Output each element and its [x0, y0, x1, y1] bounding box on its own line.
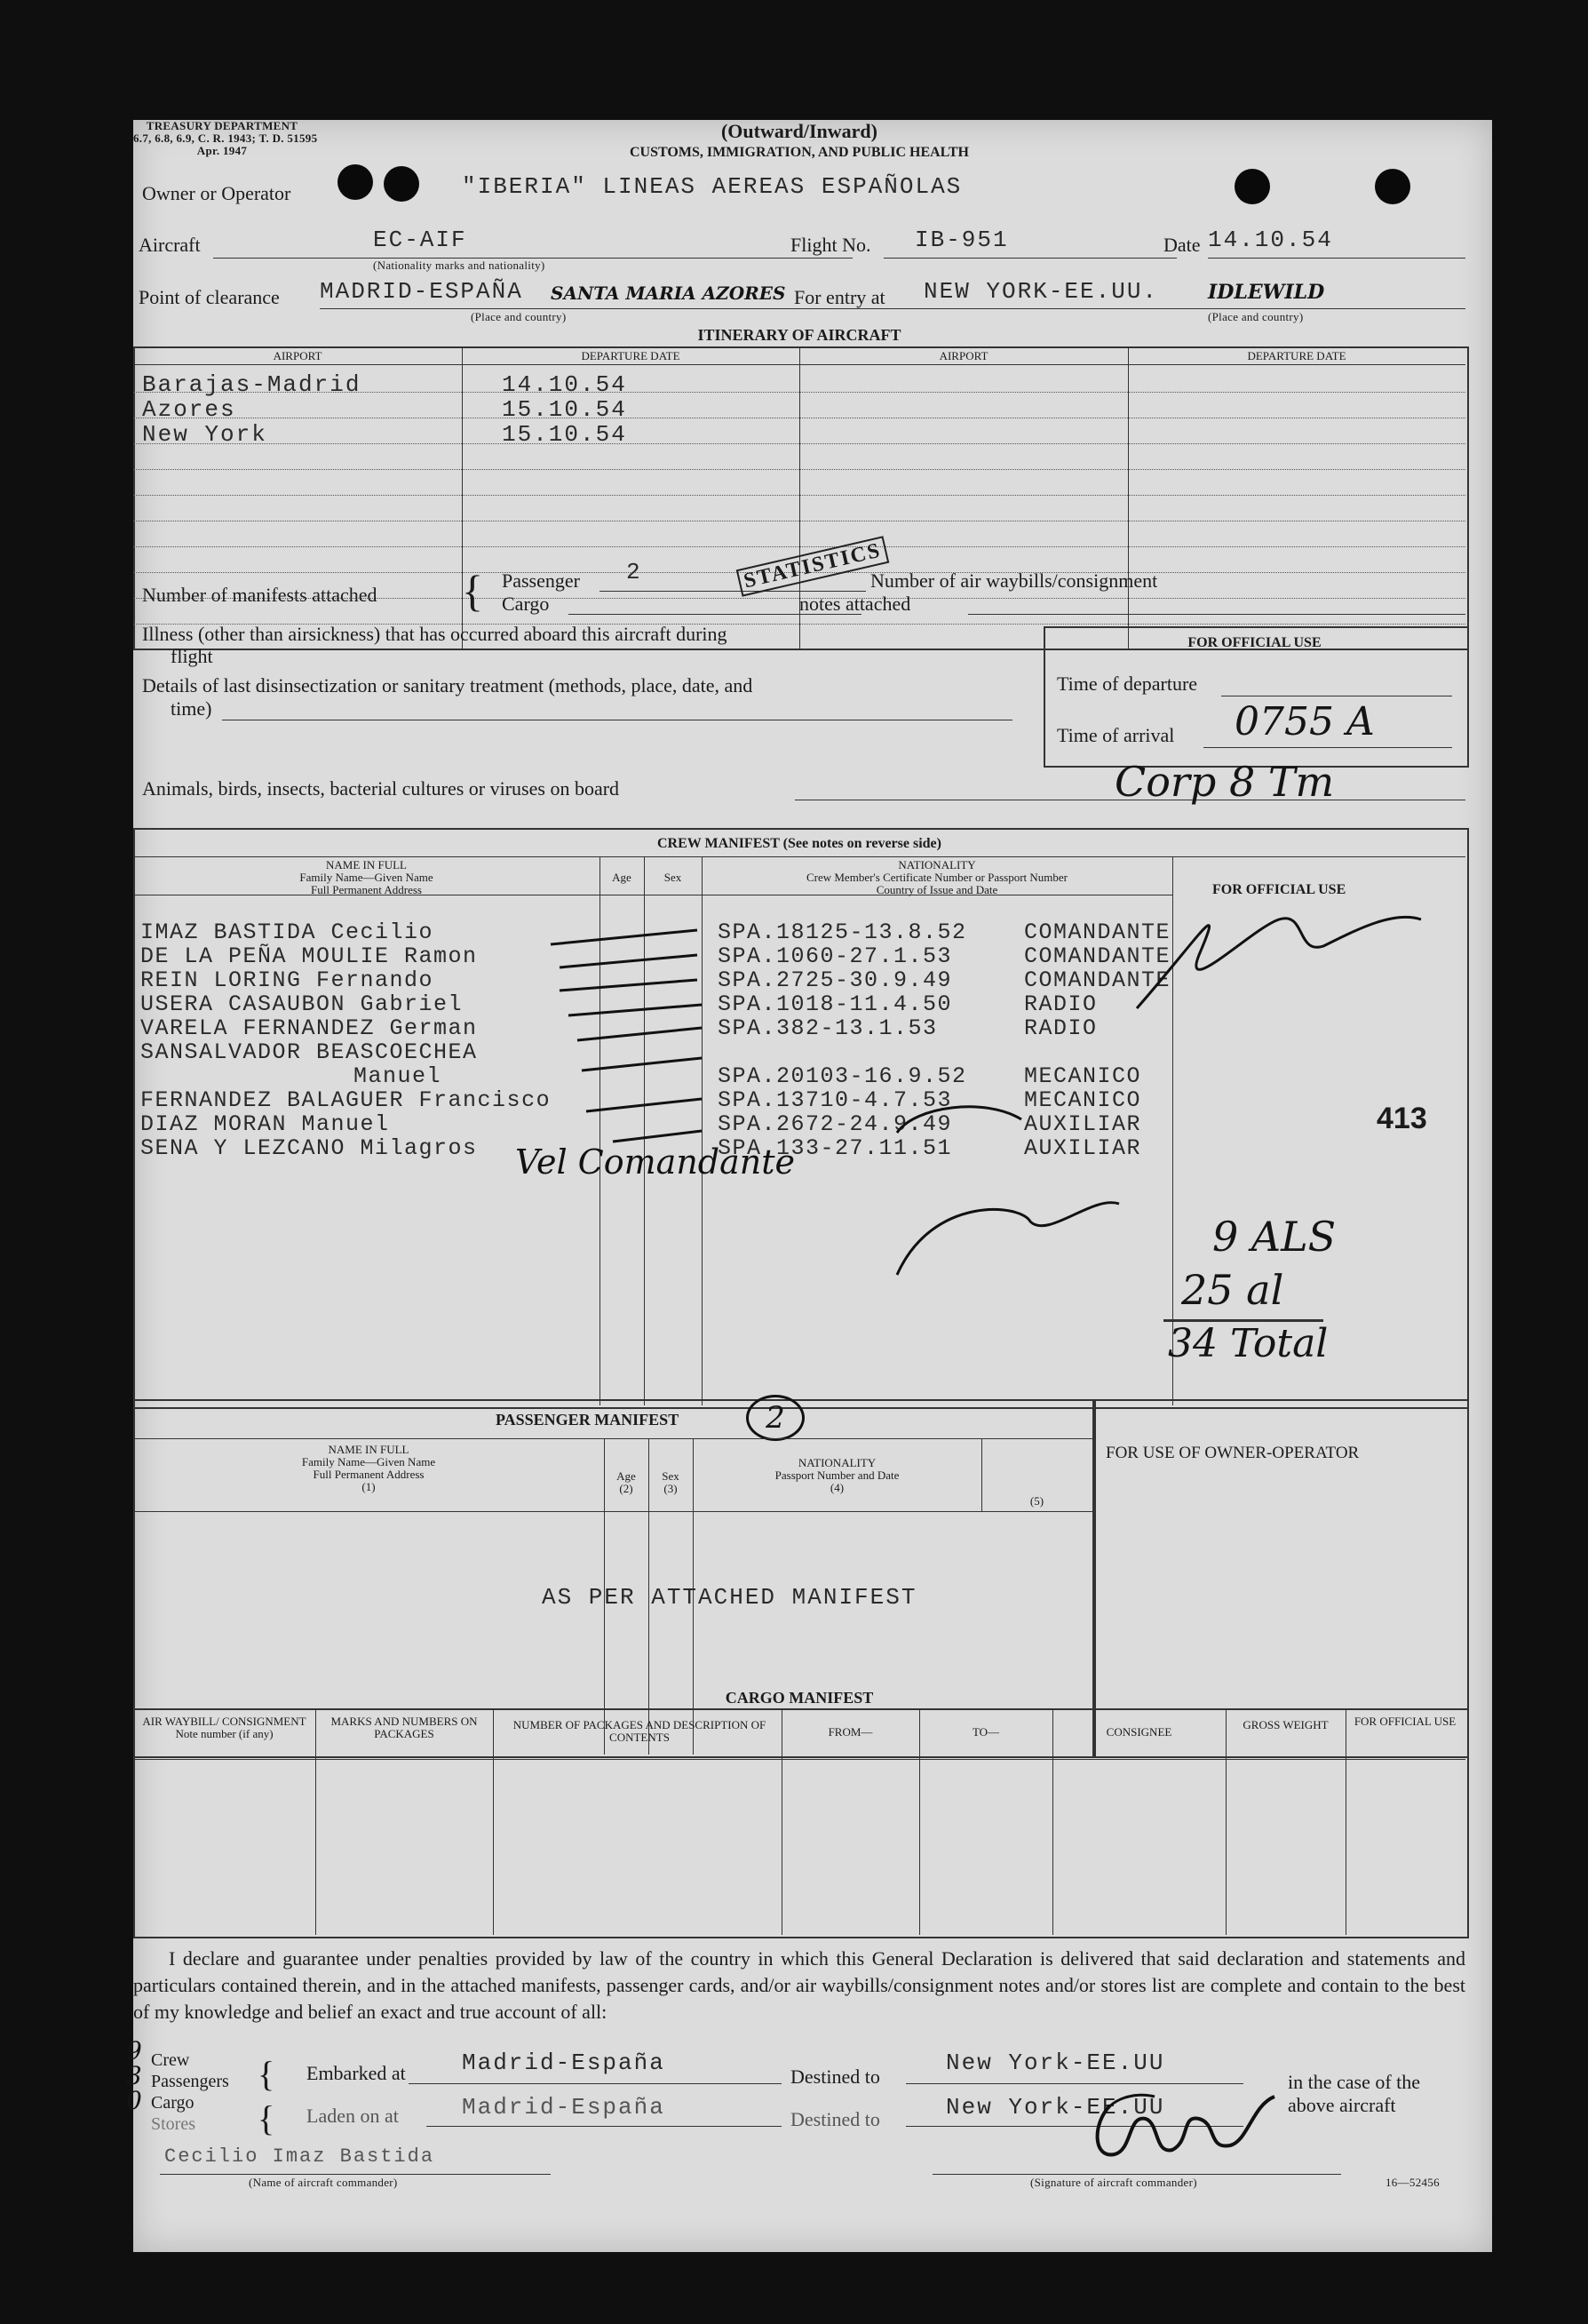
illness-label: Illness (other than airsickness) that has occurred aboard this aircraft during [142, 623, 727, 645]
punch-hole [337, 164, 373, 200]
flight-label: Flight No. [790, 234, 871, 256]
clearance-label: Point of clearance [139, 286, 280, 308]
passenger-count-circled: 2 [746, 1395, 805, 1441]
aircraft-value: EC-AIF [373, 227, 467, 253]
passenger-col-nationality: NATIONALITY Passport Number and Date (4) [774, 1456, 900, 1494]
crew-role: COMANDANTE [1024, 943, 1171, 969]
treasury-header [133, 119, 318, 157]
owner-operator-label: FOR USE OF OWNER-OPERATOR [1106, 1444, 1360, 1462]
clearance-value: MADRID-ESPAÑA [320, 278, 523, 305]
passenger-label: Passenger [502, 569, 580, 592]
crew-role: COMANDANTE [1024, 919, 1171, 945]
owner-value: "IBERIA" LINEAS AEREAS ESPAÑOLAS [462, 173, 963, 200]
entry-value: NEW YORK-EE.UU. [924, 278, 1159, 305]
case-of-label-2: above aircraft [1288, 2094, 1396, 2116]
decl-brace: { [258, 2098, 275, 2138]
waybills-label: Number of air waybills/consignment [870, 569, 1158, 592]
signature-note: (Signature of aircraft commander) [1030, 2176, 1197, 2189]
crew-cert: SPA.133-27.11.51 [718, 1135, 953, 1161]
cargo-col-official: FOR OFFICIAL USE [1354, 1715, 1457, 1728]
arrival-time-label: Time of arrival [1057, 724, 1175, 746]
entry-label: For entry at [794, 286, 885, 308]
itinerary-airport: Barajas-Madrid [142, 371, 361, 398]
cargo-col-marks: MARKS AND NUMBERS ON PACKAGES [330, 1715, 478, 1740]
commander-name-note: (Name of aircraft commander) [249, 2176, 398, 2189]
declaration-list [151, 2049, 229, 2135]
itinerary-col-airport: AIRPORT [939, 349, 989, 362]
destined-value-2: New York-EE.UU [946, 2094, 1165, 2121]
form-title: (Outward/Inward) [720, 120, 877, 142]
cargo-col-packages: NUMBER OF PACKAGES AND DESCRIPTION OF CONTENTS [512, 1718, 766, 1744]
laden-label: Laden on at [306, 2105, 399, 2127]
place-note: (Place and country) [471, 310, 567, 323]
crew-role: MECANICO [1024, 1063, 1142, 1089]
cargo-col-from: FROM— [828, 1725, 873, 1739]
embarked-value: Madrid-España [462, 2049, 665, 2076]
itinerary-airport: Azores [142, 396, 236, 423]
owner-label: Owner or Operator [142, 182, 291, 204]
crew-role: MECANICO [1024, 1087, 1142, 1113]
crew-official-use-label: FOR OFFICIAL USE [1212, 882, 1346, 897]
crew-cert: SPA.1018-11.4.50 [718, 991, 953, 1017]
crew-cert: SPA.382-13.1.53 [718, 1015, 938, 1041]
passenger-count: 2 [626, 559, 642, 585]
commander-signature [1084, 2070, 1288, 2177]
list-passengers: Passengers [151, 2072, 229, 2091]
crew-handwritten-signature: Vel Comandante [515, 1142, 796, 1182]
crew-stamp-number: 413 [1377, 1102, 1427, 1135]
passenger-col-age: Age (2) [616, 1469, 636, 1495]
commander-name: Cecilio Imaz Bastida [164, 2145, 435, 2168]
embarked-label: Embarked at [306, 2062, 406, 2084]
list-crew: Crew [151, 2050, 190, 2070]
punch-hole [1375, 169, 1410, 204]
crew-name: FERNANDEZ BALAGUER Francisco [140, 1087, 552, 1113]
disinsect-label: Details of last disinsectization or sanitary treatment (methods, place, date, and [142, 674, 753, 696]
arrival-time-handwritten: 0755 A [1235, 699, 1375, 744]
crew-cert: SPA.1060-27.1.53 [718, 943, 953, 969]
dept-line: TREASURY DEPARTMENT [146, 119, 298, 132]
crew-name: DIAZ MORAN Manuel [140, 1111, 390, 1137]
form-subtitle: CUSTOMS, IMMIGRATION, AND PUBLIC HEALTH [630, 145, 969, 160]
cargo-col-weight: GROSS WEIGHT [1243, 1718, 1329, 1731]
passenger-col-sex: Sex (3) [662, 1469, 679, 1495]
animals-label: Animals, birds, insects, bacterial cultures or viruses on board [142, 777, 620, 800]
cargo-col-consignee: CONSIGNEE [1106, 1725, 1172, 1739]
brace: { [462, 566, 483, 616]
date-label: Date [1163, 234, 1201, 256]
decl-brace: { [258, 2054, 275, 2094]
declaration-text: I declare and guarantee under penalties provided by law of the country in which this General Declaration is delivered that said declaration and statements and particulars contained therein, and in the attached manifests, passenger cards, and/or air waybills/consignment notes and/or stores list are complete and contain to the best of my knowledge and belief an exact and true account of all: [133, 1947, 1465, 2023]
clearance-handwritten: SANTA MARIA AZORES [551, 283, 786, 304]
punch-hole [384, 166, 419, 202]
punch-hole [1235, 169, 1270, 204]
itinerary-date: 14.10.54 [502, 371, 627, 398]
illness-label-2: flight [171, 645, 213, 667]
crew-role: COMANDANTE [1024, 967, 1171, 993]
declaration-hand-counts: 9 3 0 [126, 2036, 142, 2115]
cargo-col-to: TO— [972, 1725, 1000, 1739]
crew-name: SANSALVADOR BEASCOECHEA [140, 1039, 478, 1065]
crew-cert: SPA.13710-4.7.53 [718, 1087, 953, 1113]
manifests-label: Number of manifests attached [142, 584, 377, 606]
list-stores: Stores [151, 2114, 195, 2134]
crew-role: AUXILIAR [1024, 1135, 1142, 1161]
cargo-col-waybill: AIR WAYBILL/ CONSIGNMENT Note number (if any) [142, 1715, 306, 1740]
official-use-title: FOR OFFICIAL USE [1187, 635, 1322, 650]
flight-value: IB-951 [915, 227, 1009, 253]
passenger-col-5: (5) [1029, 1494, 1044, 1508]
destined-label-2: Destined to [790, 2108, 880, 2130]
itinerary-col-date: DEPARTURE DATE [581, 349, 680, 362]
aircraft-label: Aircraft [139, 234, 201, 256]
crew-col-age: Age [612, 871, 631, 884]
crew-role: RADIO [1024, 1015, 1098, 1041]
crew-name: DE LA PEÑA MOULIE Ramon [140, 943, 478, 969]
statistics-stamp: STATISTICS [736, 536, 889, 596]
dept-line: Apr. 1947 [196, 144, 248, 157]
crew-col-sex: Sex [663, 871, 682, 884]
handwritten-total-1: 9 ALS [1212, 1213, 1337, 1261]
case-of-label: in the case of the [1288, 2071, 1421, 2093]
crew-cert: SPA.20103-16.9.52 [718, 1063, 967, 1089]
itinerary-col-date: DEPARTURE DATE [1247, 349, 1346, 362]
itinerary-col-airport: AIRPORT [273, 349, 322, 362]
waybills-label-2: notes attached [799, 593, 911, 615]
entry-note: (Place and country) [1208, 310, 1304, 323]
crew-cert: SPA.2725-30.9.49 [718, 967, 953, 993]
list-cargo: Cargo [151, 2093, 195, 2113]
itinerary-date: 15.10.54 [502, 396, 627, 423]
crew-role: AUXILIAR [1024, 1111, 1142, 1137]
destined-label: Destined to [790, 2065, 880, 2088]
laden-value: Madrid-España [462, 2094, 665, 2121]
date-value: 14.10.54 [1208, 227, 1333, 253]
passenger-attached-note: AS PER ATTACHED MANIFEST [542, 1584, 917, 1611]
cargo-manifest-table [133, 1708, 1469, 1938]
crew-col-name: NAME IN FULL Family Name—Given Name Full Permanent Address [299, 858, 433, 896]
crew-name: IMAZ BASTIDA Cecilio [140, 919, 434, 945]
crew-col-nationality: NATIONALITY Crew Member's Certificate Number or Passport Number Country of Issue and Date [806, 858, 1068, 896]
aircraft-note: (Nationality marks and nationality) [373, 259, 545, 272]
itinerary-title: ITINERARY OF AIRCRAFT [697, 326, 901, 344]
crew-manifest-title: CREW MANIFEST (See notes on reverse side) [657, 836, 941, 851]
declaration-form [126, 119, 1492, 2252]
destined-value-1: New York-EE.UU [946, 2049, 1165, 2076]
form-number: 16—52456 [1386, 2176, 1440, 2189]
departure-time-label: Time of departure [1057, 673, 1198, 695]
passenger-manifest-title: PASSENGER MANIFEST [496, 1411, 679, 1429]
crew-name: REIN LORING Fernando [140, 967, 434, 993]
crew-name: SENA Y LEZCANO Milagros [140, 1135, 478, 1161]
dept-line: 6.7, 6.8, 6.9, C. R. 1943; T. D. 51595 [133, 131, 318, 145]
cargo-label: Cargo [502, 593, 550, 615]
crew-cert: SPA.18125-13.8.52 [718, 919, 967, 945]
official-handwritten-note: Corp 8 Tm [1115, 758, 1335, 806]
crew-name: Manuel [353, 1063, 442, 1089]
crew-name: VARELA FERNANDEZ German [140, 1015, 478, 1041]
crew-cert: SPA.2672-24.9.49 [718, 1111, 953, 1137]
entry-handwritten: IDLEWILD [1208, 281, 1325, 304]
disinsect-label-2: time) [171, 697, 212, 720]
crew-name: USERA CASAUBON Gabriel [140, 991, 464, 1017]
itinerary-date: 15.10.54 [502, 421, 627, 448]
cargo-manifest-title: CARGO MANIFEST [725, 1689, 874, 1707]
passenger-col-name: NAME IN FULL Family Name—Given Name Full Permanent Address (1) [301, 1443, 436, 1493]
itinerary-airport: New York [142, 421, 267, 448]
handwritten-total-3: 34 Total [1168, 1321, 1329, 1366]
handwritten-total-2: 25 al [1181, 1266, 1284, 1314]
crew-role: RADIO [1024, 991, 1098, 1017]
